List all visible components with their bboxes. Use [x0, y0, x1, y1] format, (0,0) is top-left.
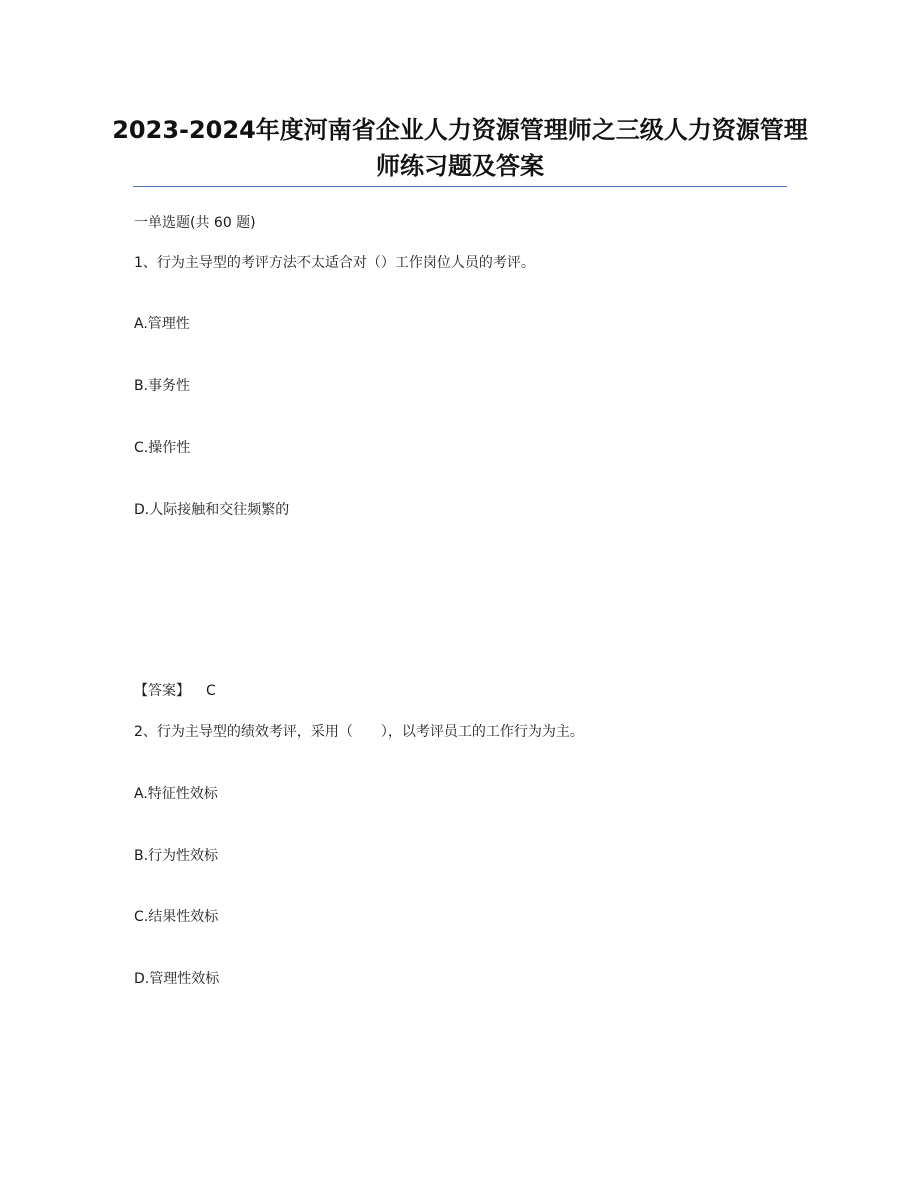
question-1-option-a: A.管理性 [134, 316, 190, 332]
answer-label: 【答案】 [134, 683, 190, 699]
question-2-stem: 2、行为主导型的绩效考评，采用（ ），以考评员工的工作行为为主。 [134, 724, 584, 740]
question-1-option-d: D.人际接触和交往频繁的 [134, 502, 290, 518]
question-2-option-b: B.行为性效标 [134, 848, 219, 864]
question-2-option-d: D.管理性效标 [134, 971, 220, 987]
question-2-option-c: C.结果性效标 [134, 909, 219, 925]
question-1-option-c: C.操作性 [134, 440, 191, 456]
section-heading: 一单选题(共 60 题) [134, 215, 256, 231]
title-divider [133, 186, 787, 187]
question-1-answer [134, 681, 216, 701]
question-2-option-a: A.特征性效标 [134, 786, 218, 802]
answer-value: C [206, 683, 216, 699]
document-title: 2023-2024年度河南省企业人力资源管理师之三级人力资源管理师练习题及答案 [112, 116, 808, 180]
question-1-stem: 1、行为主导型的考评方法不太适合对（）工作岗位人员的考评。 [134, 255, 535, 271]
question-1-option-b: B.事务性 [134, 378, 191, 394]
